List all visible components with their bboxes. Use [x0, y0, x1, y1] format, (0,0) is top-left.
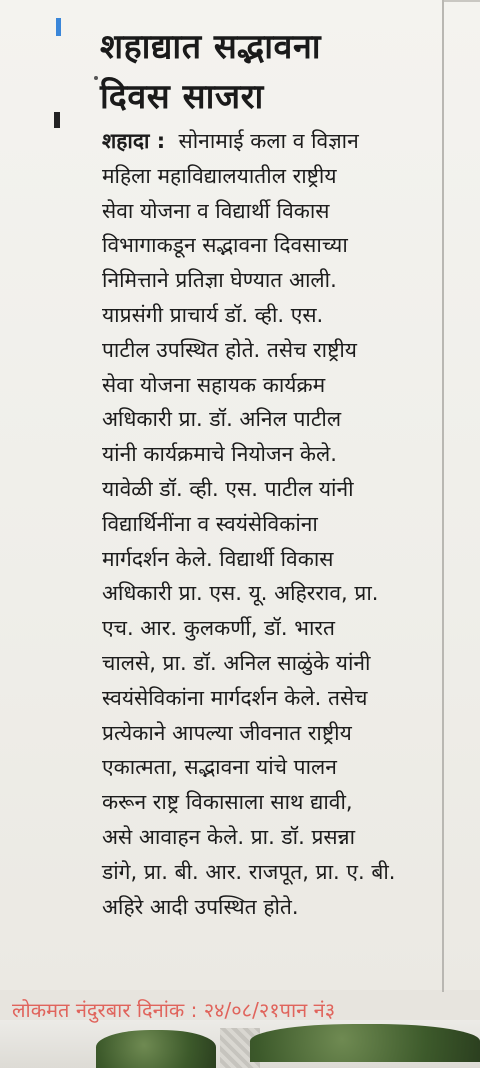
body-line: एच. आर. कुलकर्णी, डॉ. भारत	[102, 616, 335, 641]
body-line: करून राष्ट्र विकासाला साथ द्यावी,	[102, 790, 353, 815]
body-line: चालसे, प्रा. डॉ. अनिल साळुंके यांनी	[102, 650, 371, 675]
article-headline	[100, 22, 440, 122]
headline-line: दिवस साजरा	[100, 77, 264, 117]
body-line: अधिकारी प्रा. एस. यू. अहिरराव, प्रा.	[102, 581, 379, 606]
print-dot	[94, 76, 98, 80]
body-line: अहिरे आदी उपस्थित होते.	[102, 894, 299, 919]
body-line: डांगे, प्रा. बी. आर. राजपूत, प्रा. ए. बी.	[102, 859, 396, 884]
print-mark	[54, 112, 60, 128]
handwritten-source-note: लोकमत नंदुरबार दिनांक : २४/०८/२१पान नं३	[12, 998, 336, 1022]
body-line: मार्गदर्शन केले. विद्यार्थी विकास	[102, 546, 334, 571]
body-line: स्वयंसेविकांना मार्गदर्शन केले. तसेच	[102, 685, 368, 710]
body-line: पाटील उपस्थित होते. तसेच राष्ट्रीय	[102, 337, 357, 362]
body-line: यांनी कार्यक्रमाचे नियोजन केले.	[102, 442, 337, 467]
body-line: निमित्ताने प्रतिज्ञा घेण्यात आली.	[102, 268, 337, 293]
headline-line: शहाद्यात सद्भावना	[100, 27, 322, 67]
body-line-text: सोनामाई कला व विज्ञान	[178, 129, 359, 153]
body-line: महिला महाविद्यालयातील राष्ट्रीय	[102, 163, 337, 188]
body-line: एकात्मता, सद्भावना यांचे पालन	[102, 755, 337, 780]
body-line: अधिकारी प्रा. डॉ. अनिल पाटील	[102, 407, 342, 432]
body-line-first	[102, 124, 438, 159]
body-line: असे आवाहन केले. प्रा. डॉ. प्रसन्ना	[102, 824, 356, 849]
body-line: याप्रसंगी प्राचार्य डॉ. व्ही. एस.	[102, 302, 324, 327]
column-rule-top	[444, 0, 480, 2]
body-line: विद्यार्थिनींना व स्वयंसेविकांना	[102, 511, 318, 536]
column-rule	[442, 0, 444, 992]
body-line: विभागाकडून सद्भावना दिवसाच्या	[102, 233, 348, 258]
dateline: शहादा :	[102, 129, 166, 153]
body-line: सेवा योजना व विद्यार्थी विकास	[102, 198, 330, 223]
blue-ink-mark	[56, 18, 61, 36]
plant-foliage	[250, 1024, 480, 1062]
plant-foliage	[96, 1030, 216, 1068]
body-line: सेवा योजना सहायक कार्यक्रम	[102, 372, 326, 397]
article-body	[102, 124, 438, 924]
body-line: प्रत्येकाने आपल्या जीवनात राष्ट्रीय	[102, 720, 352, 745]
body-line: यावेळी डॉ. व्ही. एस. पाटील यांनी	[102, 476, 354, 501]
